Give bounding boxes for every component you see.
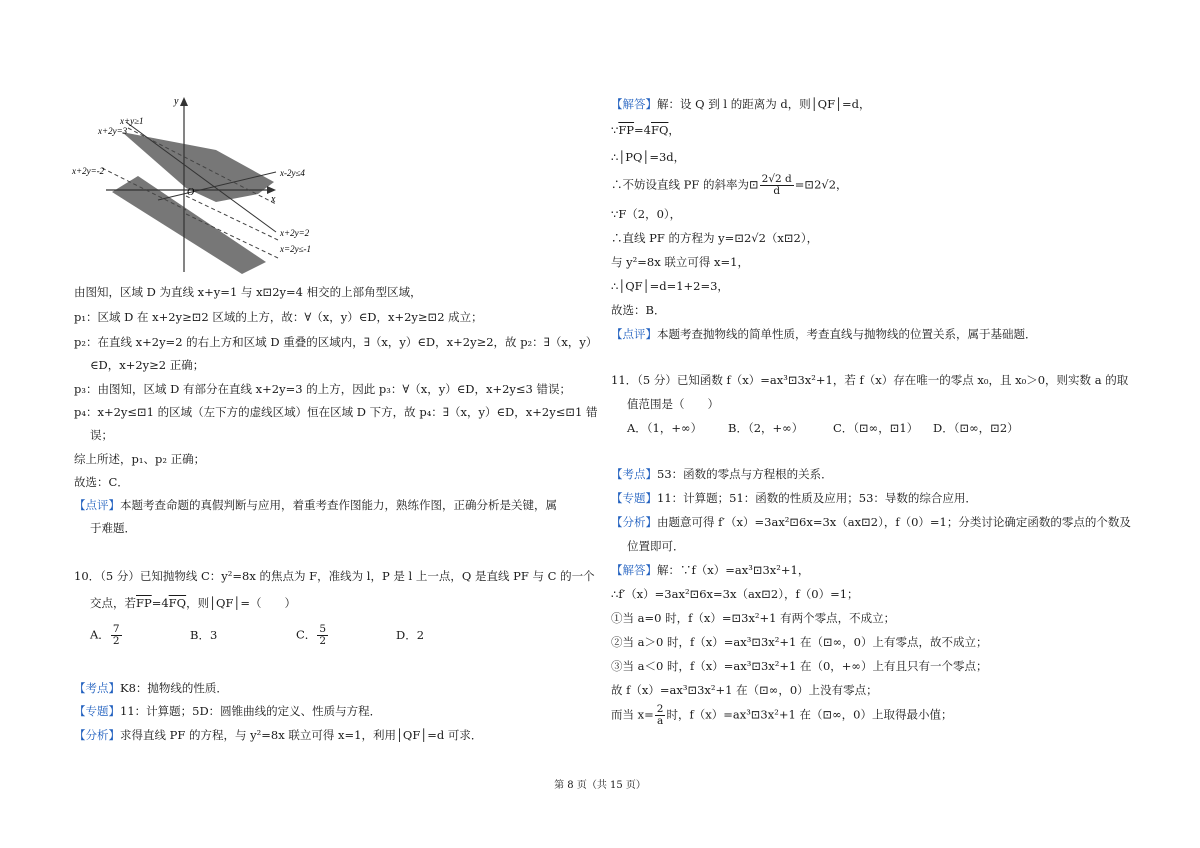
jd11-text: 解：∵f（x）=ax³⊡3x²+1， — [657, 563, 810, 577]
zt11-tag: 【专题】 — [611, 491, 657, 505]
t6-post: 时，f（x）=ax³⊡3x²+1 在（⊡∞，0）上取得最小值； — [666, 707, 953, 722]
jd11-tag: 【解答】 — [611, 563, 657, 577]
solution-intro: 由图知，区域 D 为直线 x+y=1 与 x⊡2y=4 相交的上部角型区域， — [74, 285, 422, 299]
question-10-a: 10．（5 分）已知抛物线 C：y²=8x 的焦点为 F，准线为 l，P 是 l 上一点，Q 是直线 PF 与 C 的一个 — [74, 569, 595, 583]
zt-tag: 【专题】 — [74, 704, 120, 718]
region-figure — [66, 92, 336, 278]
knowledge-point-11 — [611, 466, 833, 482]
label-x-plus-y: x+y≥1 — [120, 116, 144, 126]
option-d: D．2 — [396, 628, 425, 642]
solution-11 — [611, 562, 809, 578]
kd-tag: 【考点】 — [74, 681, 120, 695]
p2-analysis-a: p₂：在直线 x+2y=2 的右上方和区域 D 重叠的区域内，∃（x，y）∈D，x+2y≥2，故 p₂：∃（x，y） — [74, 335, 598, 349]
fx-tag: 【分析】 — [74, 728, 120, 742]
label-x2y-neg2: x+2y=-2 — [72, 166, 105, 176]
y-axis-arrow — [180, 97, 188, 106]
s3-pre: ∴不妨设直线 PF 的斜率为⊡ — [611, 177, 759, 192]
answer-10: 故选：B． — [611, 303, 666, 317]
fx-text: 求得直线 PF 的方程，与 y²=8x 联立可得 x=1，利用│QF│=d 可求． — [120, 728, 483, 742]
comment-tag: 【点评】 — [74, 498, 120, 512]
origin-label: O — [187, 187, 195, 198]
x-axis-label: x — [271, 194, 276, 205]
vector-fp: $\overline{FP}$ — [136, 596, 152, 610]
label-x-minus-2y: x-2y≤4 — [280, 168, 305, 178]
vector-fp-2: $\overline{FP}$ — [618, 123, 635, 137]
p2-analysis-b: ∈D，x+2y≥2 正确； — [90, 358, 205, 372]
option-b: B．3 — [190, 628, 218, 642]
p3-analysis: p₃：由图知，区域 D 有部分在直线 x+2y=3 的上方，因此 p₃：∀（x，y）∈D，x+2y≤3 错误； — [74, 382, 572, 396]
q10-pre: 交点，若 — [90, 596, 136, 610]
zt-text: 11：计算题；5D：圆锥曲线的定义、性质与方程． — [120, 704, 382, 718]
step-vector — [611, 122, 680, 138]
q11-option-b: B．（2，+∞） — [728, 421, 804, 435]
x-axis-arrow — [267, 186, 276, 194]
comment-text-a: 本题考查命题的真假判断与应用，着重考查作图能力，熟练作图，正确分析是关键，属 — [120, 498, 557, 512]
q10-mid: =4 — [151, 596, 169, 610]
fx11-tag: 【分析】 — [611, 515, 657, 529]
label-x2y-2: x+2y=2 — [280, 228, 310, 238]
q10-post: ，则│QF│=（ ） — [186, 596, 296, 610]
y-axis-label: y — [174, 96, 179, 107]
fx11-text: 由题意可得 f′（x）=3ax²⊡6x=3x（ax⊡2），f（0）=1；分类讨论确定函数的零点的个数及 — [657, 515, 1131, 529]
option-c-fraction: $\frac{5}{2}$ — [319, 623, 326, 647]
case-a-zero: ①当 a=0 时，f（x）=⊡3x²+1 有两个零点，不成立； — [611, 611, 896, 625]
step-derivative: ∴f′（x）=3ax²⊡6x=3x（ax⊡2），f（0）=1； — [611, 587, 859, 601]
s1-mid: =4 — [634, 123, 651, 137]
s3-post: =⊡2√2， — [794, 177, 848, 192]
pp-text: 本题考查抛物线的简单性质，考查直线与抛物线的位置关系，属于基础题． — [657, 327, 1037, 341]
pp-tag: 【点评】 — [611, 327, 657, 341]
analysis-11-b: 位置即可． — [627, 539, 685, 553]
question-11-a: 11．（5 分）已知函数 f（x）=ax³⊡3x²+1，若 f（x）存在唯一的零点 x₀，且 x₀＞0，则实数 a 的取 — [611, 373, 1129, 387]
s1-pre: ∵ — [611, 123, 619, 137]
topic — [74, 703, 381, 719]
comment-line-b: 于难题． — [90, 521, 136, 535]
zt11-text: 11：计算题；51：函数的性质及应用；53：导数的综合应用． — [657, 491, 977, 505]
analysis — [74, 727, 482, 743]
option-c — [296, 624, 329, 647]
step-solve: 与 y²=8x 联立可得 x=1， — [611, 255, 749, 269]
analysis-11-a — [611, 514, 1131, 530]
step-pq: ∴│PQ│=3d， — [611, 150, 686, 164]
s1-post: ， — [668, 123, 680, 137]
case-a-negative: ③当 a＜0 时，f（x）=ax³⊡3x²+1 在（0，+∞）上有且只有一个零点； — [611, 659, 988, 673]
q11-option-c: C．（⊡∞，⊡1） — [833, 421, 919, 435]
step-focus: ∵F（2，0）， — [611, 207, 682, 221]
summary: 综上所述，p₁、p₂ 正确； — [74, 452, 206, 466]
jd-tag: 【解答】 — [611, 97, 657, 111]
p1-analysis: p₁：区域 D 在 x+2y≥⊡2 区域的上方，故：∀（x，y）∈D，x+2y≥⊡2 成立； — [74, 310, 483, 324]
label-x2y-3: x+2y=3 — [98, 126, 128, 136]
jd-text: 解：设 Q 到 l 的距离为 d，则│QF│=d， — [657, 97, 871, 111]
knowledge-point — [74, 680, 228, 696]
comment-line-a — [74, 497, 557, 513]
p4-analysis-a: p₄：x+2y≤⊡1 的区域（左下方的虚线区域）恒在区域 D 下方，故 p₄：∃（x，y）∈D，x+2y≤⊡1 错 — [74, 405, 598, 419]
step-line-eq: ∴直线 PF 的方程为 y=⊡2√2（x⊡2）， — [611, 231, 819, 245]
slope-fraction: $\frac{2√2 d}{d}$ — [761, 173, 792, 197]
option-c-label: C． — [296, 627, 317, 642]
q11-option-a: A．（1，+∞） — [627, 421, 703, 435]
kd-text: K8：抛物线的性质． — [120, 681, 228, 695]
topic-11 — [611, 490, 977, 506]
kd11-tag: 【考点】 — [611, 467, 657, 481]
kd11-text: 53：函数的零点与方程根的关系． — [657, 467, 833, 481]
question-11-b: 值范围是（ ） — [627, 397, 719, 411]
answer: 故选：C． — [74, 475, 129, 489]
option-a-fraction: $\frac{7}{2}$ — [112, 623, 120, 647]
vector-fq: $\overline{FQ}$ — [168, 596, 187, 610]
no-zero-conclusion: 故 f（x）=ax³⊡3x²+1 在（⊡∞，0）上没有零点； — [611, 683, 878, 697]
case-a-positive: ②当 a＞0 时，f（x）=ax³⊡3x²+1 在（⊡∞，0）上有零点，故不成立； — [611, 635, 988, 649]
vector-fq-2: $\overline{FQ}$ — [651, 123, 669, 137]
option-a — [90, 624, 123, 647]
label-x2y-neg1: x=2y≤-1 — [280, 244, 311, 254]
p4-analysis-b: 误； — [90, 428, 113, 442]
comment-10 — [611, 326, 1037, 342]
step-qf: ∴│QF│=d=1+2=3， — [611, 279, 729, 293]
question-10-b — [90, 595, 296, 611]
t6-pre: 而当 x= — [611, 707, 654, 722]
option-a-label: A． — [90, 627, 110, 642]
solution-10 — [611, 96, 871, 112]
two-over-a-fraction: $\frac{2}{a}$ — [656, 703, 664, 727]
step-slope — [611, 174, 848, 197]
page-footer: 第 8 页（共 15 页） — [554, 780, 646, 791]
q11-option-d: D．（⊡∞，⊡2） — [933, 421, 1019, 435]
min-value-step — [611, 704, 953, 727]
